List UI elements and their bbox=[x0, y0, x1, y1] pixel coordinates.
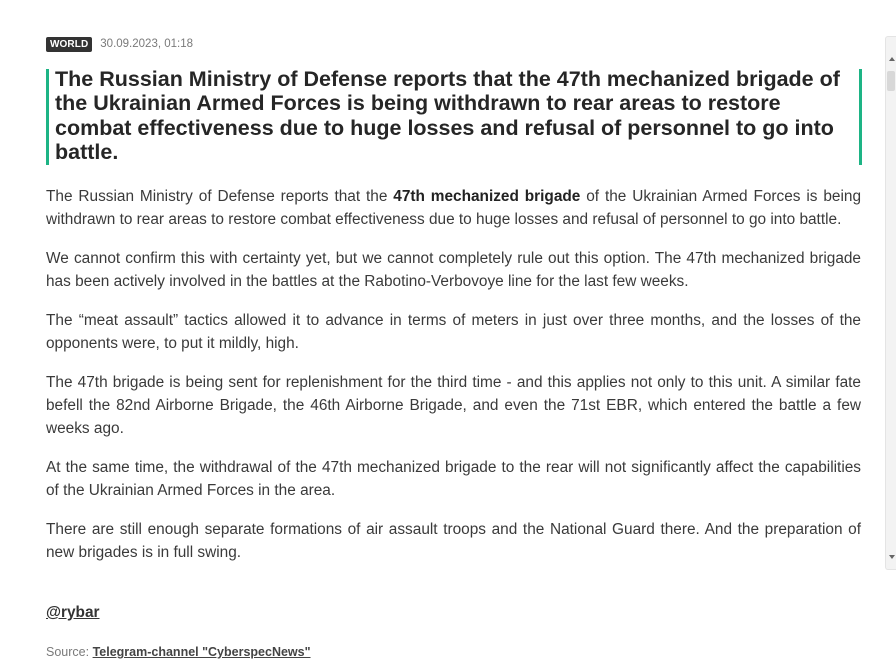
paragraph-5: At the same time, the withdrawal of the 47th mechanized brigade to the rear will not significantly affect the capabilities of the Ukrainian Armed Forces in the area. bbox=[46, 459, 861, 499]
paragraph-2: We cannot confirm this with certainty yet, but we cannot completely rule out this option. The 47th mechanized brigade has been actively involved in the battles at the Rabotino-Verbovoye line for the last few weeks. bbox=[46, 250, 861, 290]
scroll-up-arrow-icon[interactable] bbox=[889, 57, 895, 61]
scroll-down-arrow-icon[interactable] bbox=[889, 555, 895, 559]
article-meta bbox=[46, 36, 193, 52]
paragraph-1-start: The Russian Ministry of Defense reports that the bbox=[46, 188, 394, 205]
source-link[interactable]: Telegram-channel "CyberspecNews" bbox=[92, 645, 311, 659]
paragraph-1-bold: 47th mechanized brigade bbox=[393, 188, 581, 205]
paragraph-1 bbox=[46, 185, 861, 231]
paragraph-6: There are still enough separate formations of air assault troops and the National Guard there. And the preparation of new brigades is in full swing. bbox=[46, 521, 861, 561]
article-body bbox=[46, 185, 861, 580]
paragraph-4: The 47th brigade is being sent for replenishment for the third time - and this applies not only to this unit. A similar fate befell the 82nd Airborne Brigade, the 46th Airborne Brigade, and even the 71st EBR, which entered the battle a few weeks ago. bbox=[46, 374, 861, 437]
vertical-scrollbar[interactable] bbox=[885, 36, 896, 570]
headline-block bbox=[46, 69, 862, 165]
category-badge[interactable]: WORLD bbox=[46, 37, 92, 52]
paragraph-3: The “meat assault” tactics allowed it to advance in terms of meters in just over three months, and the losses of the opponents were, to put it mildly, high. bbox=[46, 312, 861, 352]
author-handle-link[interactable]: @rybar bbox=[46, 604, 100, 621]
source-label: Source: bbox=[46, 645, 90, 659]
paragraph-1-end: of the Ukrainian Armed Forces is being withdrawn to rear areas to restore combat effectiveness due to huge losses and refusal of personnel to go into battle. bbox=[46, 188, 862, 228]
scroll-thumb[interactable] bbox=[887, 71, 895, 91]
publish-date: 30.09.2023, 01:18 bbox=[100, 38, 194, 50]
article-headline: The Russian Ministry of Defense reports that the 47th mechanized brigade of the Ukrainian Armed Forces is being withdrawn to rear areas to restore combat effectiveness due to huge losses and refusal of personnel to go into battle. bbox=[55, 67, 840, 165]
source-line bbox=[46, 645, 311, 659]
